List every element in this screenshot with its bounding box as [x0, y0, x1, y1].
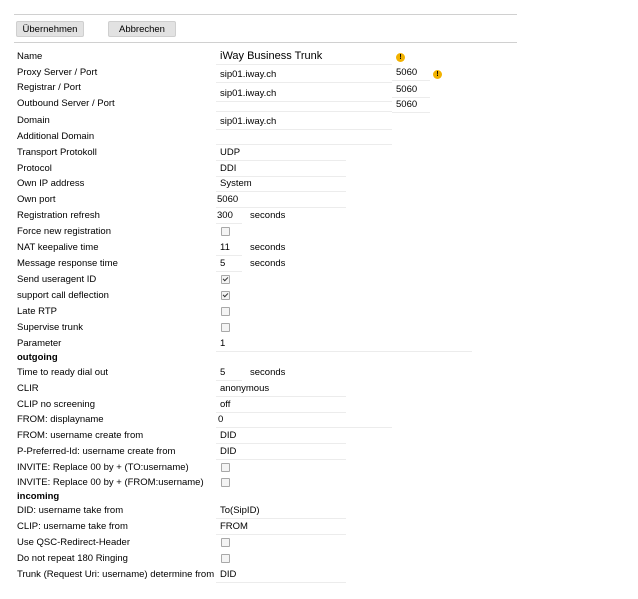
- row-own-port: [0, 193, 638, 209]
- row-send-useragent: [0, 273, 638, 289]
- warning-icon: !: [433, 70, 442, 79]
- additional-domain-input[interactable]: [216, 130, 392, 145]
- from-displayname-label: FROM: displayname: [17, 414, 104, 425]
- late-rtp-checkbox[interactable]: [221, 307, 230, 316]
- row-outgoing-heading: [0, 351, 638, 367]
- row-transport: [0, 146, 638, 162]
- row-clir: [0, 382, 638, 398]
- from-displayname-input[interactable]: 0: [216, 413, 392, 428]
- domain-label: Domain: [17, 115, 50, 126]
- trunk-request-uri-select[interactable]: DID: [216, 568, 346, 583]
- domain-input[interactable]: sip01.iway.ch: [216, 115, 392, 130]
- outgoing-heading: outgoing: [17, 352, 58, 363]
- registrar-server-input[interactable]: sip01.iway.ch: [216, 87, 392, 102]
- clip-take-from-label: CLIP: username take from: [17, 521, 128, 532]
- send-useragent-label: Send useragent ID: [17, 274, 97, 285]
- force-new-registration-label: Force new registration: [17, 226, 111, 237]
- proxy-label: Proxy Server / Port: [17, 67, 98, 78]
- apply-button[interactable]: Übernehmen: [16, 21, 84, 37]
- row-time-ready: [0, 366, 638, 382]
- proxy-port-input[interactable]: 5060: [392, 66, 430, 81]
- row-call-deflection: [0, 289, 638, 305]
- did-take-from-label: DID: username take from: [17, 505, 124, 516]
- no-repeat-180-label: Do not repeat 180 Ringing: [17, 553, 128, 564]
- name-input[interactable]: iWay Business Trunk: [216, 50, 392, 65]
- clir-label: CLIR: [17, 383, 39, 394]
- message-response-input[interactable]: 5: [216, 257, 242, 272]
- time-ready-label: Time to ready dial out: [17, 367, 108, 378]
- row-p-preferred: [0, 445, 638, 461]
- supervise-trunk-checkbox[interactable]: [221, 323, 230, 332]
- outbound-port-input[interactable]: 5060: [392, 98, 430, 113]
- seconds-unit: seconds: [250, 210, 286, 221]
- row-from-displayname: [0, 413, 638, 429]
- row-clip-no-screening: [0, 398, 638, 414]
- parameter-label: Parameter: [17, 338, 62, 349]
- nat-keepalive-input[interactable]: 11: [216, 241, 242, 256]
- clip-no-screening-select[interactable]: off: [216, 398, 346, 413]
- row-no-repeat-180: [0, 552, 638, 568]
- own-ip-label: Own IP address: [17, 178, 85, 189]
- row-late-rtp: [0, 305, 638, 321]
- time-ready-input[interactable]: 5: [216, 366, 242, 381]
- did-take-from-select[interactable]: To(SipID): [216, 504, 346, 519]
- row-registration-refresh: [0, 209, 638, 225]
- outbound-server-input[interactable]: [216, 97, 392, 112]
- protocol-label: Protocol: [17, 163, 52, 174]
- trunk-request-uri-label: Trunk (Request Uri: username) determine from: [17, 569, 215, 580]
- registration-refresh-label: Registration refresh: [17, 210, 100, 221]
- row-proxy: [0, 66, 638, 82]
- row-additional-domain: [0, 130, 638, 146]
- row-outbound: [0, 97, 638, 113]
- invite-to-checkbox[interactable]: [221, 463, 230, 472]
- from-username-label: FROM: username create from: [17, 430, 144, 441]
- row-name: [0, 50, 638, 66]
- call-deflection-checkbox[interactable]: [221, 291, 230, 300]
- registrar-port-input[interactable]: 5060: [392, 83, 430, 98]
- row-did-take-from: [0, 504, 638, 520]
- cancel-button[interactable]: Abbrechen: [108, 21, 176, 37]
- transport-select[interactable]: UDP: [216, 146, 346, 161]
- p-preferred-label: P-Preferred-Id: username create from: [17, 446, 176, 457]
- top-divider: [14, 14, 517, 15]
- row-trunk-request-uri: [0, 568, 638, 584]
- outbound-label: Outbound Server / Port: [17, 98, 115, 109]
- row-protocol: [0, 162, 638, 178]
- name-label: Name: [17, 51, 43, 62]
- invite-from-label: INVITE: Replace 00 by + (FROM:username): [17, 477, 204, 488]
- seconds-unit: seconds: [250, 242, 286, 253]
- own-port-input[interactable]: 5060: [216, 193, 346, 208]
- incoming-heading: incoming: [17, 491, 60, 502]
- clir-select[interactable]: anonymous: [216, 382, 346, 397]
- late-rtp-label: Late RTP: [17, 306, 57, 317]
- own-port-label: Own port: [17, 194, 56, 205]
- row-qsc-redirect: [0, 536, 638, 552]
- own-ip-select[interactable]: System: [216, 177, 346, 192]
- row-clip-take-from: [0, 520, 638, 536]
- proxy-server-input[interactable]: sip01.iway.ch: [216, 68, 392, 83]
- registration-refresh-input[interactable]: 300: [216, 209, 242, 224]
- message-response-label: Message response time: [17, 258, 118, 269]
- parameter-input[interactable]: 1: [216, 337, 472, 352]
- protocol-select[interactable]: DDI: [216, 162, 346, 177]
- p-preferred-select[interactable]: DID: [216, 445, 346, 460]
- send-useragent-checkbox[interactable]: [221, 275, 230, 284]
- qsc-redirect-checkbox[interactable]: [221, 538, 230, 547]
- no-repeat-180-checkbox[interactable]: [221, 554, 230, 563]
- force-new-registration-checkbox[interactable]: [221, 227, 230, 236]
- invite-from-checkbox[interactable]: [221, 478, 230, 487]
- supervise-trunk-label: Supervise trunk: [17, 322, 84, 333]
- seconds-unit: seconds: [250, 258, 286, 269]
- row-supervise-trunk: [0, 321, 638, 337]
- invite-to-label: INVITE: Replace 00 by + (TO:username): [17, 462, 189, 473]
- row-domain: [0, 114, 638, 130]
- row-from-username: [0, 429, 638, 445]
- call-deflection-label: support call deflection: [17, 290, 109, 301]
- row-registrar: [0, 81, 638, 97]
- nat-keepalive-label: NAT keepalive time: [17, 242, 99, 253]
- seconds-unit: seconds: [250, 367, 286, 378]
- row-invite-to: [0, 461, 638, 477]
- clip-no-screening-label: CLIP no screening: [17, 399, 95, 410]
- warning-icon: !: [396, 53, 405, 62]
- row-nat-keepalive: [0, 241, 638, 257]
- qsc-redirect-label: Use QSC-Redirect-Header: [17, 537, 130, 548]
- additional-domain-label: Additional Domain: [17, 131, 95, 142]
- registrar-label: Registrar / Port: [17, 82, 81, 93]
- row-force-new-registration: [0, 225, 638, 241]
- row-own-ip: [0, 177, 638, 193]
- toolbar-divider: [14, 42, 517, 43]
- from-username-select[interactable]: DID: [216, 429, 346, 444]
- row-message-response: [0, 257, 638, 273]
- transport-label: Transport Protokoll: [17, 147, 97, 158]
- clip-take-from-select[interactable]: FROM: [216, 520, 346, 535]
